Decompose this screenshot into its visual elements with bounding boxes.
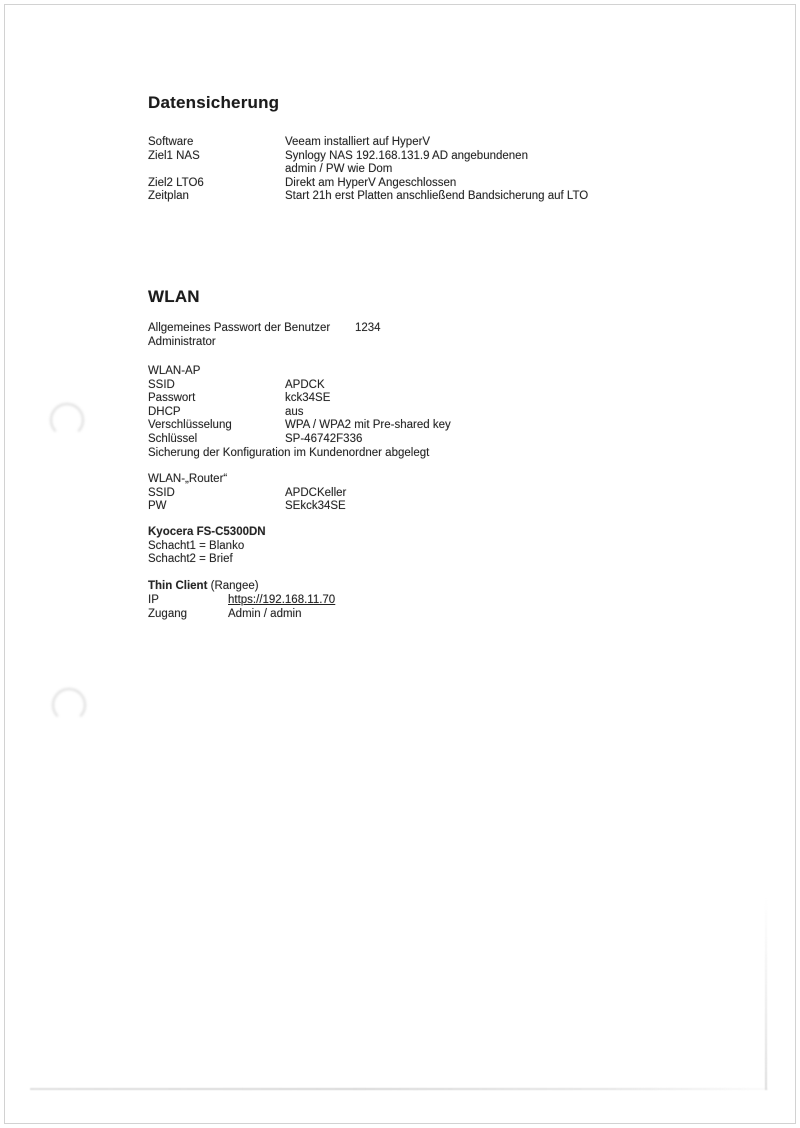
field-value: 1234	[355, 322, 381, 334]
thin-client-title-bold: Thin Client	[148, 580, 208, 592]
field-value: aus	[285, 405, 304, 418]
field-value: Synlogy NAS 192.168.131.9 AD angebundenen	[285, 149, 528, 162]
field-value: kck34SE	[285, 392, 331, 405]
field-label: SSID	[148, 378, 175, 391]
general-password-row	[148, 322, 381, 336]
field-value: Veeam installiert auf HyperV	[285, 136, 431, 148]
field-label: SSID	[148, 486, 175, 499]
field-value: SP-46742F336	[285, 432, 363, 445]
backup-row-zeitplan	[148, 190, 588, 204]
punch-hole-mark	[52, 688, 86, 722]
field-label: Allgemeines Passwort der Benutzer	[148, 322, 331, 334]
field-label: Passwort	[148, 392, 196, 405]
thin-client-title	[148, 579, 335, 593]
printer-settings	[148, 526, 266, 567]
thin-client-settings	[148, 579, 335, 621]
backup-row-ziel1-credentials	[148, 163, 588, 177]
field-label	[148, 163, 285, 177]
field-label: Schlüssel	[148, 432, 198, 445]
general-password-label-line2: Administrator	[148, 335, 216, 348]
wlan-ap-row-dhcp	[148, 406, 451, 420]
thin-client-title-suffix: (Rangee)	[207, 580, 259, 592]
field-value: SEkck34SE	[285, 500, 346, 513]
field-label: Zugang	[148, 608, 188, 620]
wlan-ap-row-passwort	[148, 392, 451, 406]
backup-row-ziel1	[148, 150, 588, 164]
thin-client-url-link[interactable]: https://192.168.11.70	[228, 594, 336, 606]
wlan-ap-row-ssid	[148, 379, 451, 393]
backup-row-ziel2	[148, 177, 588, 191]
wlan-router-row-pw	[148, 500, 346, 514]
field-label: DHCP	[148, 405, 181, 418]
wlan-ap-settings	[148, 365, 451, 460]
paper-bottom-edge-shadow	[30, 1088, 768, 1090]
wlan-ap-row-schluessel	[148, 433, 451, 447]
backup-row-software	[148, 136, 588, 150]
wlan-general-password	[148, 322, 381, 349]
field-value: admin / PW wie Dom	[285, 163, 393, 175]
printer-tray2: Schacht2 = Brief	[148, 553, 233, 566]
section-heading-wlan: WLAN	[148, 287, 200, 306]
field-value: Direkt am HyperV Angeschlossen	[285, 176, 457, 189]
field-label: Software	[148, 136, 194, 148]
field-label: Ziel1 NAS	[148, 149, 200, 162]
wlan-ap-title: WLAN-AP	[148, 365, 201, 377]
thin-client-row-ip	[148, 593, 335, 607]
wlan-ap-config-note: Sicherung der Konfiguration im Kundenordner abgelegt	[148, 446, 430, 459]
field-value: APDCK	[285, 378, 325, 391]
field-label: Ziel2 LTO6	[148, 176, 204, 189]
field-label: PW	[148, 500, 167, 513]
wlan-router-title: WLAN-„Router“	[148, 473, 228, 485]
paper-right-edge-shadow	[765, 898, 767, 1090]
field-value: WPA / WPA2 mit Pre-shared key	[285, 419, 451, 432]
wlan-ap-row-verschluesselung	[148, 419, 451, 433]
field-value: Admin / admin	[228, 608, 302, 620]
thin-client-row-zugang	[148, 607, 335, 621]
printer-title: Kyocera FS-C5300DN	[148, 526, 266, 538]
backup-settings-list	[148, 136, 588, 204]
printer-tray1: Schacht1 = Blanko	[148, 539, 245, 552]
field-value: APDCKeller	[285, 486, 347, 499]
section-heading-datensicherung: Datensicherung	[148, 93, 280, 112]
field-label: Zeitplan	[148, 190, 189, 202]
field-label: IP	[148, 594, 159, 606]
punch-hole-mark	[50, 403, 84, 437]
field-label: Verschlüsselung	[148, 419, 232, 432]
field-value: Start 21h erst Platten anschließend Bandsicherung auf LTO	[285, 190, 589, 202]
wlan-router-row-ssid	[148, 487, 346, 501]
wlan-router-settings	[148, 473, 346, 514]
